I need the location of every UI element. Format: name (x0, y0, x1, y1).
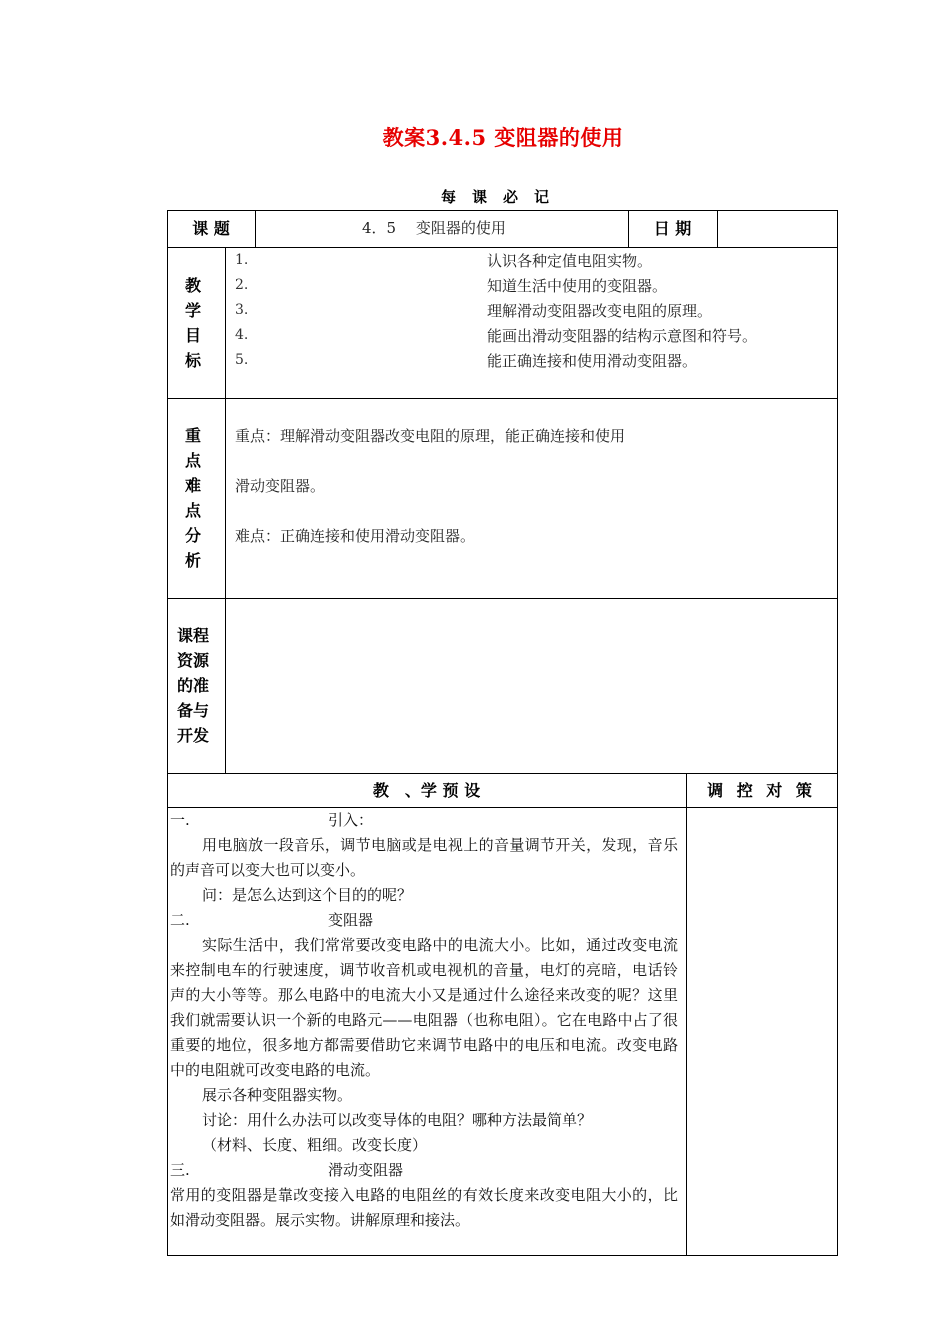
section-title: 滑动变阻器 (328, 1161, 404, 1179)
key-points-label: 重 点 难 点 分 析 (184, 426, 201, 570)
objective-text: 理解滑动变阻器改变电阻的原理。 (487, 302, 713, 320)
paragraph: 用电脑放一段音乐，调节电脑或是电视上的音量调节开关，发现，音乐的声音可以变大也可以变小。 (170, 836, 678, 879)
difficulty-line: 难点：正确连接和使用滑动变阻器。 (235, 527, 476, 545)
objective-text: 能正确连接和使用滑动变阻器。 (487, 352, 698, 370)
table-top-border (167, 210, 838, 211)
teaching-header: 教 、学 预 设 (372, 781, 481, 800)
strategy-header: 调 控 对 策 (707, 781, 816, 800)
teaching-content (170, 808, 678, 1233)
objective-number: 3. (235, 302, 249, 318)
key-point-line: 滑动变阻器。 (235, 477, 326, 495)
key-point-line: 重点：理解滑动变阻器改变电阻的原理，能正确连接和使用 (235, 427, 626, 445)
document-subtitle: 每课必记 (440, 188, 565, 206)
resources-label: 课程 资源 的准 备与 开发 (176, 626, 209, 745)
col-divider (717, 210, 718, 248)
objective-number: 5. (235, 352, 249, 368)
table-bottom-border (167, 1255, 838, 1256)
section-number: 三. (170, 1161, 190, 1179)
table-right-border (837, 210, 838, 1256)
section-heading (170, 1158, 678, 1183)
col-divider (686, 773, 687, 1256)
objective-text: 能画出滑动变阻器的结构示意图和符号。 (487, 327, 758, 345)
col-divider (255, 210, 256, 248)
objective-number: 4. (235, 327, 249, 343)
table-left-border (167, 210, 168, 1256)
section-number: 一. (170, 811, 190, 829)
objective-number: 1. (235, 252, 249, 268)
course-value: 4．5 变阻器的使用 (362, 219, 506, 237)
paragraph: 问：是怎么达到这个目的的呢？ (202, 886, 413, 904)
paragraph: 讨论：用什么办法可以改变导体的电阻？哪种方法最简单？ (202, 1111, 593, 1129)
section-heading (170, 808, 678, 833)
paragraph: 实际生活中，我们常常要改变电路中的电流大小。比如，通过改变电流来控制电车的行驶速度，调节收音机或电视机的音量，电灯的亮暗，电话铃声的大小等等。那么电路中的电流大小又是通过什么途径来改变的呢？这里我们就需要认识一个新的电路元——电阻器（也称电阻）。它在电路中占了很重要的地位，很多地方都需要借助它来调节电路中的电压和电流。改变电路中的电阻就可改变电路的电流。 (170, 936, 678, 1079)
paragraph: 展示各种变阻器实物。 (202, 1086, 353, 1104)
objectives-label: 教 学 目 标 (184, 276, 201, 370)
date-label: 日 期 (653, 219, 692, 238)
row-divider (167, 398, 838, 399)
section-title: 引入： (328, 811, 374, 829)
section-heading (170, 908, 678, 933)
objective-text: 认识各种定值电阻实物。 (487, 252, 653, 270)
objective-text: 知道生活中使用的变阻器。 (487, 277, 668, 295)
col-divider (225, 247, 226, 774)
row-divider (167, 247, 838, 248)
section-number: 二. (170, 911, 190, 929)
row-divider (167, 598, 838, 599)
paragraph: 常用的变阻器是靠改变接入电路的电阻丝的有效长度来改变电阻大小的，比如滑动变阻器。展示实物。讲解原理和接法。 (170, 1186, 678, 1229)
section-title: 变阻器 (328, 911, 374, 929)
document-title: 教案3.4.5 变阻器的使用 (382, 125, 624, 150)
course-label: 课 题 (192, 219, 230, 238)
paragraph: （材料、长度、粗细。改变长度） (202, 1136, 428, 1154)
row-divider (167, 773, 838, 774)
objective-number: 2. (235, 277, 249, 293)
